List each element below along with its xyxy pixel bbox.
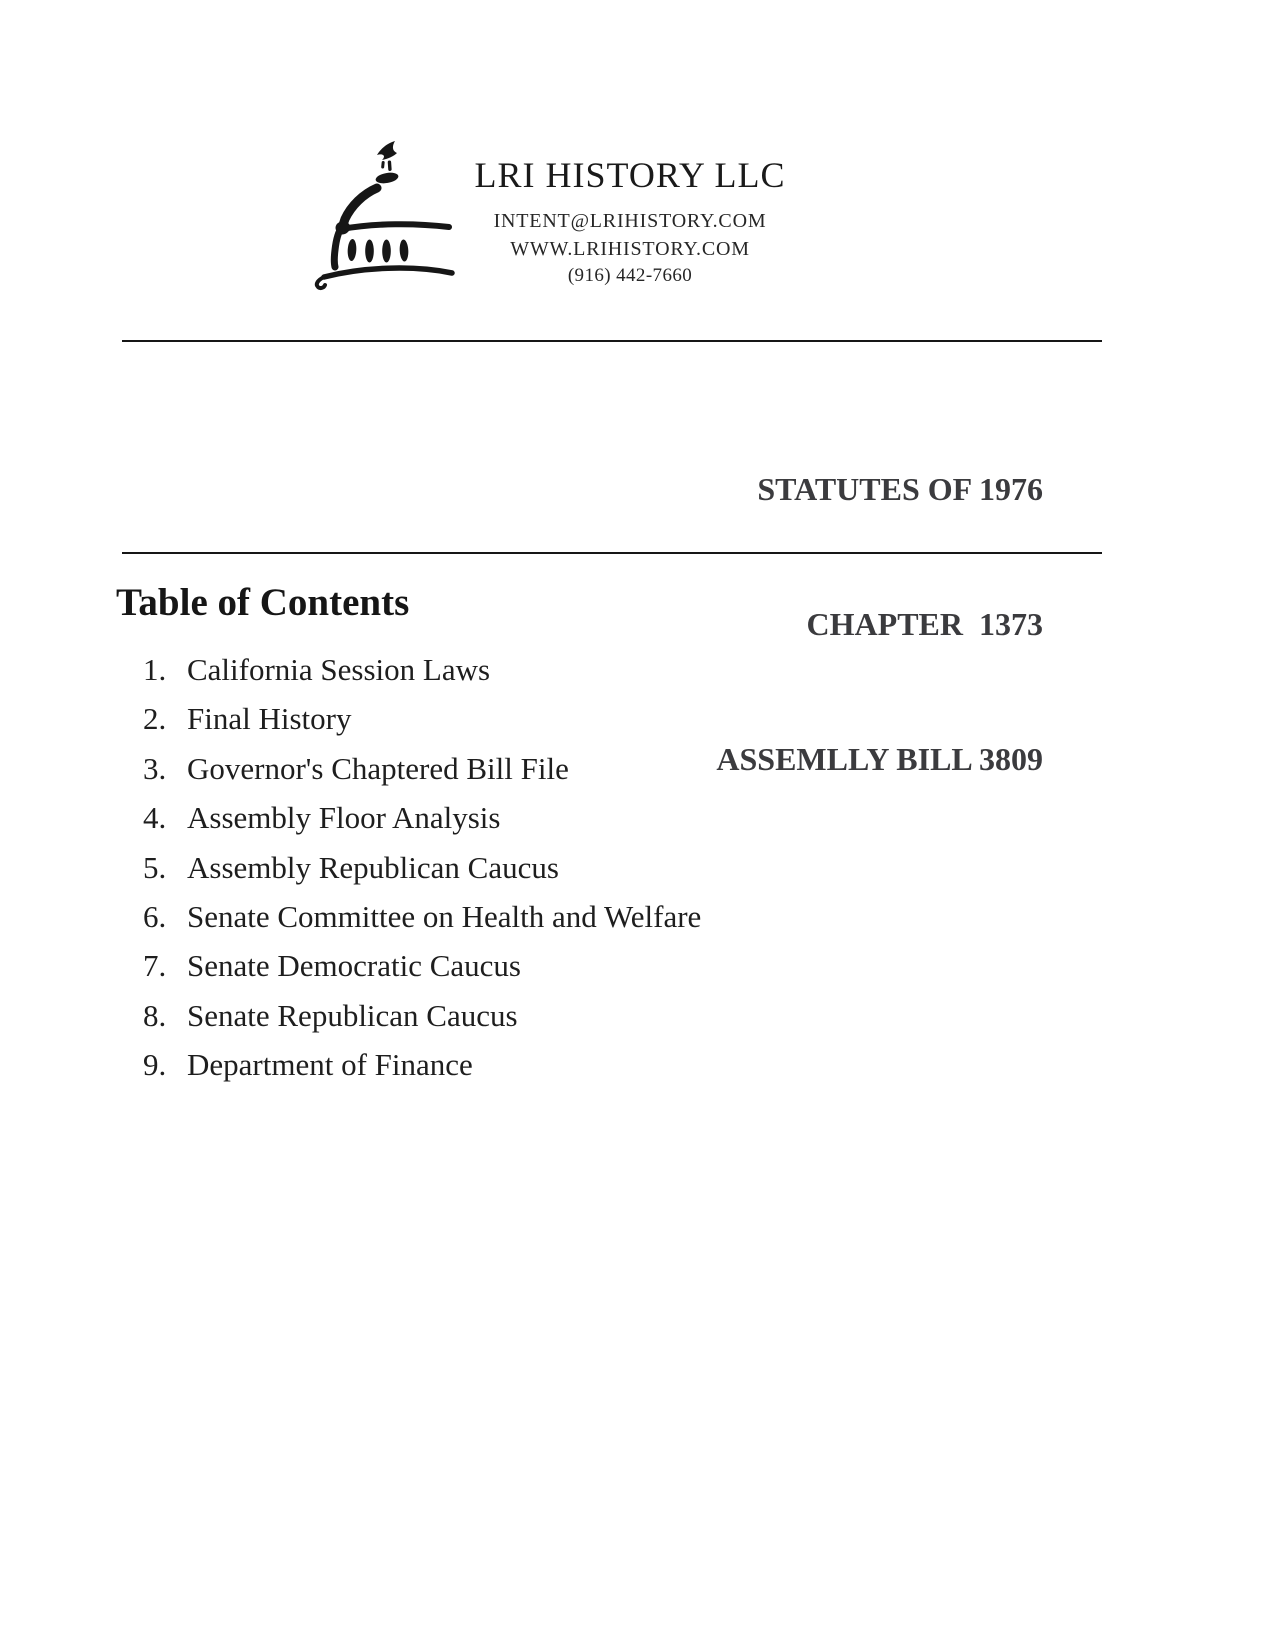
company-name: LRI HISTORY LLC — [474, 155, 786, 195]
toc-item-number: 4. — [143, 800, 167, 836]
toc-item-number: 5. — [143, 849, 167, 885]
toc-item-number: 1. — [143, 652, 167, 687]
chapter-line: CHAPTER 1373 — [806, 606, 1043, 642]
toc-item-number: 3. — [143, 750, 167, 786]
toc-item-label: Assembly Republican Caucus — [187, 849, 559, 885]
email-text: INTENT@LRIHISTORY.COM — [493, 210, 767, 232]
website-text: WWW.LRIHISTORY.COM — [510, 238, 750, 260]
divider-top — [122, 340, 1102, 342]
assembly-bill-line: ASSEMLLY BILL 3809 — [716, 741, 1043, 777]
toc-title: Table of Contents — [116, 581, 410, 624]
toc-item-number: 9. — [143, 1047, 167, 1083]
toc-item-label: Assembly Floor Analysis — [187, 800, 501, 836]
statutes-year-line: STATUTES OF 1976 — [757, 471, 1043, 507]
toc-item-label: Senate Democratic Caucus — [187, 948, 521, 984]
letterhead — [420, 155, 840, 287]
toc-item-number: 7. — [143, 948, 167, 984]
toc-item-label: Governor's Chaptered Bill File — [187, 750, 569, 786]
toc-item-label: Senate Committee on Health and Welfare — [187, 898, 702, 934]
phone-text: (916) 442-7660 — [567, 265, 693, 286]
toc-item-label: Department of Finance — [187, 1047, 473, 1083]
toc-item-number: 6. — [143, 898, 167, 934]
toc-item-number: 2. — [143, 701, 167, 737]
toc-item-number: 8. — [143, 997, 167, 1033]
statute-heading — [716, 377, 1043, 872]
toc-item-label: Final History — [187, 701, 352, 737]
toc-item-label: Senate Republican Caucus — [187, 997, 518, 1033]
toc-item-label: California Session Laws — [187, 652, 491, 687]
